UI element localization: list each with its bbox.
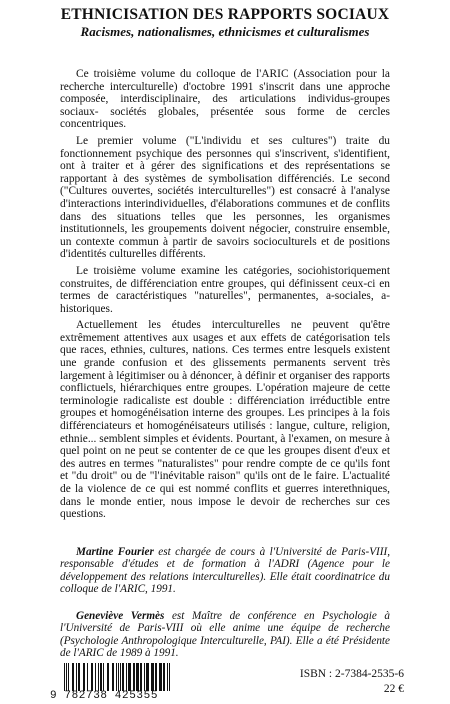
blurb-paragraph: Le troisième volume examine les catégories, sociohistoriquement construites, de différenciation entre groupes, qui définissent ceux-ci en termes de caractéristiques "naturelles", permanentes, a-sociales, a-historiques. xyxy=(60,264,390,315)
barcode-bar xyxy=(133,663,135,691)
blurb-paragraph: Ce troisième volume du colloque de l'ARIC (Association pour la recherche interculturelle) d'octobre 1991 s'inscrit dans une approche composée, interdisciplinaire, des articulations individus-groupes sociaux- sociétés globales, présentée sous forme de cercles concentriques. xyxy=(60,68,390,131)
barcode-bar xyxy=(91,663,93,691)
author-name: Martine Fourier xyxy=(76,546,154,558)
barcode-bar xyxy=(100,663,102,691)
barcode-bar xyxy=(136,663,139,691)
barcode-bar xyxy=(68,663,69,691)
barcode-bar xyxy=(122,663,124,691)
barcode-bars xyxy=(62,663,202,691)
author-bio-text: est chargée de cours à l'Université de Paris-VIII, responsable d'études et de formation à l'ADRI (Agence pour le développement des relations interculturelles). Elle était coordinatrice du colloque de l'ARIC, 1991. xyxy=(60,546,391,596)
barcode-bar xyxy=(144,663,145,691)
author-name: Geneviève Vermès xyxy=(76,610,165,622)
barcode-bar xyxy=(107,663,109,691)
isbn-label: ISBN : 2-7384-2535-6 xyxy=(299,668,404,680)
price-label: 22 € xyxy=(383,683,404,695)
barcode-bar xyxy=(128,663,131,691)
barcode-bar xyxy=(64,663,65,691)
barcode-bar xyxy=(83,663,85,691)
author-bio xyxy=(60,546,390,596)
author-bio-text: est Maître de conférence en Psychologie à l'Université de Paris-VIII où elle anime une équipe de recherche (Psychologie Anthropologique Interculturelle, PAI). Elle a été Présidente de l'ARIC de 1989 à 1991. xyxy=(60,610,390,660)
barcode-bar xyxy=(140,663,142,691)
barcode-bar xyxy=(155,663,157,691)
barcode-bar xyxy=(78,663,80,691)
blurb-paragraph: Le premier volume ("L'individu et ses cultures") traite du fonctionnement psychique des personnes qui s'inscrivent, s'identifient, ont à traiter et à gérer des significations et des représentations se rapportant à des systèmes de symbolisation différenciés. Le second ("Cultures ouvertes, sociétés interculturelles") est consacré à l'analyse d'interactions interindividuelles, d'élaborations communes et de conflits dans des situations telles que les personnes, les organismes institutionnels, les groupements doivent négocier, construire ensemble, un contexte commun à partir de savoirs socioculturels et de positions d'identités culturelles différents. xyxy=(60,134,390,261)
blurb-text xyxy=(60,68,390,525)
barcode-number: 9 782738 425355 xyxy=(50,690,159,702)
barcode-bar xyxy=(112,663,114,691)
barcode-bar xyxy=(98,663,99,691)
barcode-bar xyxy=(103,663,104,691)
book-subtitle: Racismes, nationalismes, ethnicismes et culturalismes xyxy=(80,24,370,39)
barcode-bar xyxy=(66,663,67,691)
barcode-bar xyxy=(126,663,127,691)
barcode-bar xyxy=(120,663,121,691)
author-bio xyxy=(60,610,390,660)
barcode-bar xyxy=(146,663,149,691)
barcode-bar xyxy=(95,663,96,691)
barcode-bar xyxy=(167,663,168,691)
barcode-bar xyxy=(118,663,119,691)
barcode-bar xyxy=(116,663,117,691)
blurb-paragraph: Actuellement les études interculturelles ne peuvent qu'être extrêmement attentives aux usages et aux effets de catégorisation tels que races, ethnies, cultures, nations. Ces termes entre lesquels existent une grande confusion et des glissements permanents servent très largement à légitimiser ou à dénoncer, à définir et organiser des rapports conflictuels, hiérarchiques entre groupes. L'opération majeure de cette terminologie radicaliste est double : différenciation irréductible entre groupes et homogénéisation interne des groupes. Les principes à la fois différenciateurs et homogénéisateurs utilisés : langue, culture, religion, ethnie... semblent simples et évidents. Pourtant, à l'examen, on mesure à quel point on ne peut se contenter de ce que les groupes disent d'eux et des autres en termes "naturalistes" pour rendre compte de ce qu'ils font et "du droit" ou de "l'inévitable raison" qu'ils ont de le faire. L'actualité de la violence de ce qui est nommé conflits et guerres interethniques, dans le monde entier, nous impose le devoir de recherches sur ces questions. xyxy=(60,319,390,521)
barcode-bar xyxy=(87,663,88,691)
barcode-bar xyxy=(159,663,162,691)
barcode-bar xyxy=(163,663,165,691)
barcode-bar xyxy=(76,663,77,691)
barcode-bar xyxy=(72,663,74,691)
barcode-bar xyxy=(169,663,170,691)
barcode-bar xyxy=(151,663,154,691)
book-title: ETHNICISATION DES RAPPORTS SOCIAUX xyxy=(60,6,390,23)
